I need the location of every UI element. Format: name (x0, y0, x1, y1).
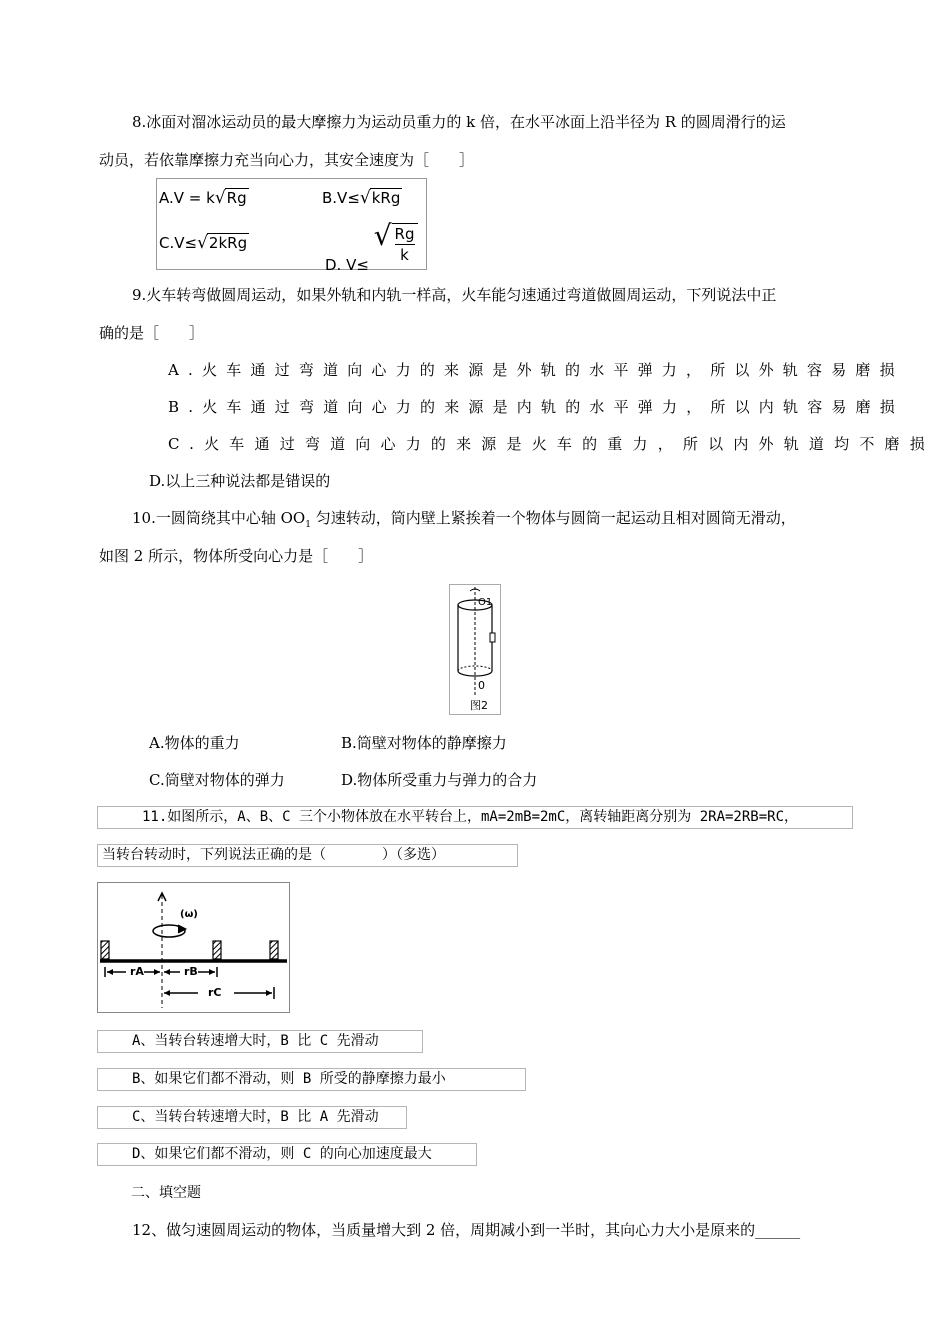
turntable-ra-label: rA (130, 965, 144, 978)
turntable-omega-label: (ω) (180, 909, 198, 920)
q11-option-c[interactable]: C、当转台转速增大时，B 比 A 先滑动 (97, 1106, 407, 1129)
q8-option-c-radicand: 2kRg (208, 234, 248, 252)
turntable-rc-label: rC (208, 986, 222, 999)
cylinder-caption: 图2 (470, 699, 488, 712)
q10-line-1 (132, 508, 796, 535)
section-2-title: 二、填空题 (131, 1185, 201, 1201)
q8-option-c-prefix: C.V≤ (159, 234, 198, 252)
cylinder-top-label: O1 (478, 597, 493, 608)
q9-option-c[interactable] (168, 434, 935, 454)
q11-option-a[interactable]: A、当转台转速增大时，B 比 C 先滑动 (97, 1030, 423, 1053)
q8-option-a-prefix: A.V = k (159, 189, 215, 207)
q10-option-d[interactable]: D.物体所受重力与弹力的合力 (341, 771, 538, 789)
q10-option-a[interactable]: A.物体的重力 (149, 734, 240, 752)
q8-option-d-denominator: k (400, 246, 409, 264)
q8-option-a[interactable]: A.V = k√Rg (159, 188, 247, 208)
q10-line-1-end: 匀速转动，筒内壁上紧挨着一个物体与圆筒一起运动且相对圆筒无滑动， (310, 509, 796, 527)
q9-line-2: 确的是［ ］ (99, 324, 205, 342)
q10-line-1-start: 10.一圆筒绕其中心轴 OO (132, 509, 306, 527)
q9-option-a-text: A.火车通过弯道向心力的来源是外轨的水平弹力，所以外轨容易磨损 (168, 361, 904, 379)
cylinder-diagram (450, 585, 500, 714)
q11-line-1: 11.如图所示，A、B、C 三个小物体放在水平转台上，mA=2mB=2mC，离转轴距离分别为 2RA=2RB=RC， (97, 806, 853, 829)
q9-option-b-text: B.火车通过弯道向心力的来源是内轨的水平弹力，所以内轨容易磨损 (168, 398, 904, 416)
turntable-figure (97, 882, 290, 1013)
q12-line-1: 12、做匀速圆周运动的物体，当质量增大到 2 倍，周期减小到一半时，其向心力大小是原来的______ (132, 1221, 801, 1239)
q9-option-d[interactable]: D.以上三种说法都是错误的 (149, 472, 331, 490)
q8-option-b-prefix: B.V≤ (322, 189, 360, 207)
q8-line-1: 8.冰面对溜冰运动员的最大摩擦力为运动员重力的 k 倍，在水平冰面上沿半径为 R 的圆周滑行的运 (132, 113, 786, 131)
q9-option-b[interactable] (168, 397, 904, 417)
q10-line-1-subscript: 1 (305, 520, 311, 530)
q8-option-c[interactable]: C.V≤√2kRg (159, 233, 248, 253)
q8-option-d-numerator: Rg (394, 225, 415, 243)
q8-options-image (156, 178, 427, 274)
q11-line-2: 当转台转动时，下列说法正确的是（ ）（多选） (97, 844, 518, 867)
turntable-diagram (98, 883, 289, 1012)
q9-option-c-text: C.火车通过弯道向心力的来源是火车的重力，所以内外轨道均不磨损 (168, 435, 935, 453)
q8-option-b[interactable]: B.V≤√kRg (322, 188, 401, 208)
q9-line-1: 9.火车转弯做圆周运动，如果外轨和内轨一样高，火车能匀速通过弯道做圆周运动，下列说法中正 (132, 286, 777, 304)
q10-option-b[interactable]: B.筒壁对物体的静摩擦力 (341, 734, 507, 752)
cylinder-figure (449, 584, 501, 715)
q9-option-a[interactable] (168, 360, 904, 380)
q8-option-d-prefix: D. V≤ (325, 256, 369, 274)
q8-option-d[interactable]: D. V≤ √ $\frac{Rg}{k}$ (325, 223, 418, 265)
q10-line-2: 如图 2 所示，物体所受向心力是［ ］ (99, 547, 374, 565)
q11-option-d[interactable]: D、如果它们都不滑动，则 C 的向心加速度最大 (97, 1143, 477, 1166)
q8-option-a-radicand: Rg (226, 189, 247, 207)
turntable-rb-label: rB (184, 965, 198, 978)
cylinder-bottom-label: 0 (478, 679, 485, 692)
q10-option-c[interactable]: C.筒壁对物体的弹力 (149, 771, 285, 789)
q8-line-2: 动员，若依靠摩擦力充当向心力，其安全速度为［ ］ (99, 151, 475, 169)
q8-option-b-radicand: kRg (371, 189, 401, 207)
q11-option-b[interactable]: B、如果它们都不滑动，则 B 所受的静摩擦力最小 (97, 1068, 526, 1091)
